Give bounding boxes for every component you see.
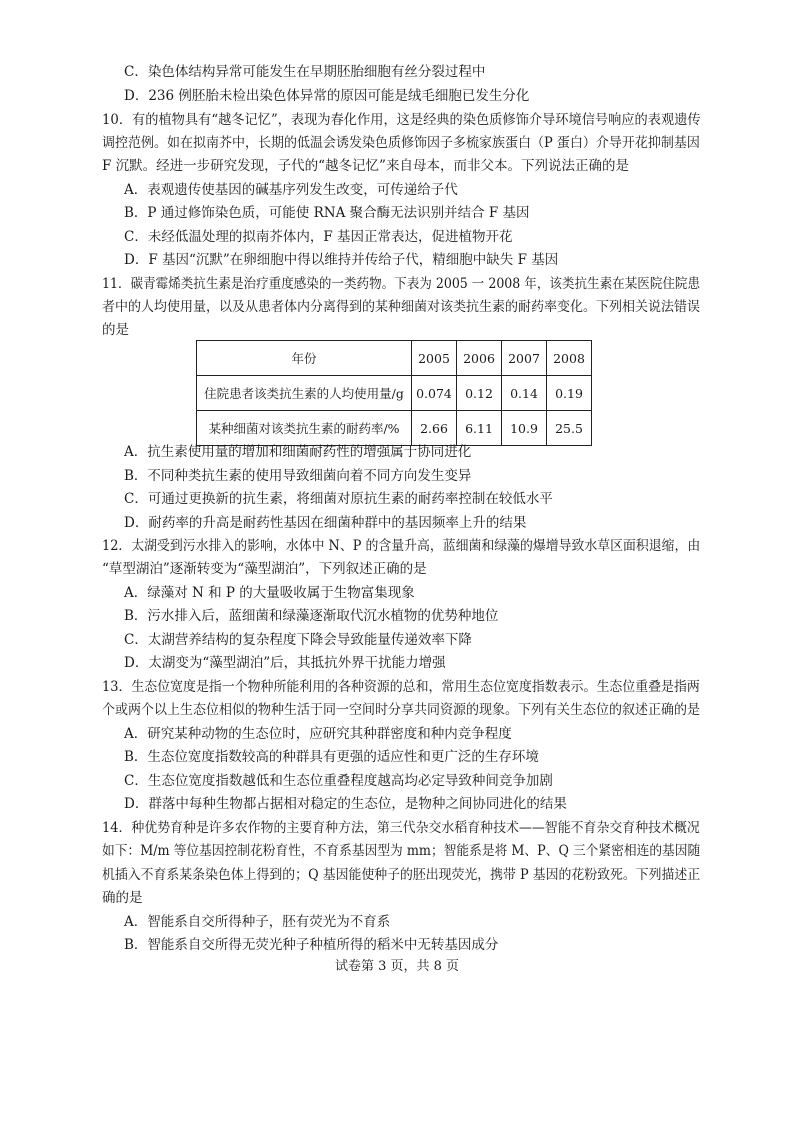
table-header-label: 年份: [197, 341, 412, 376]
q12-option-b: B．污水排入后，蓝细菌和绿藻逐渐取代沉水植物的优势种地位: [124, 608, 499, 624]
q14-option-b: B．智能系自交所得无荧光种子种植所得的稻米中无转基因成分: [124, 937, 499, 953]
table-row: [197, 376, 592, 411]
q13-option-c: C．生态位宽度指数越低和生态位重叠程度越高均必定导致种间竞争加剧: [124, 773, 553, 789]
q14-stem-line-3: 机插入不育系某条染色体上得到的；Q 基因能使种子的胚出现荧光，携带 P 基因的花粉致死。下列描述正: [102, 867, 701, 883]
antibiotic-data-table: [196, 340, 592, 446]
q13-stem-line-2: 个或两个以上生态位相似的物种生活于同一空间时分享共同资源的现象。下列有关生态位的叙述正确的是: [102, 702, 701, 718]
table-cell: 2.66: [412, 411, 457, 446]
table-cell: 0.12: [457, 376, 502, 411]
table-row-label: 住院患者该类抗生素的人均使用量/g: [197, 376, 412, 411]
q13-option-d: D．群落中每种生物都占据相对稳定的生态位，是物种之间协同进化的结果: [124, 796, 567, 812]
q11-option-d: D．耐药率的升高是耐药性基因在细菌种群中的基因频率上升的结果: [124, 515, 527, 531]
table-year-2008: 2008: [547, 341, 592, 376]
table-year-2007: 2007: [502, 341, 547, 376]
q12-stem-line-2: “草型湖泊”逐渐转变为“藻型湖泊”，下列叙述正确的是: [102, 561, 427, 577]
q13-option-b: B．生态位宽度指数较高的种群具有更强的适应性和更广泛的生存环境: [124, 749, 539, 765]
q11-stem-line-1: 11．碳青霉烯类抗生素是治疗重度感染的一类药物。下表为 2005 一 2008 年，该类抗生素在某医院住院患: [102, 276, 701, 292]
q12-option-a: A．绿藻对 N 和 P 的大量吸收属于生物富集现象: [124, 585, 415, 601]
table-row-label: 某种细菌对该类抗生素的耐药率/%: [197, 411, 412, 446]
q13-stem-line-1: 13．生态位宽度是指一个物种所能利用的各种资源的总和，常用生态位宽度指数表示。生态位重叠是指两: [102, 679, 700, 695]
q10-option-c: C．未经低温处理的拟南芥体内，F 基因正常表达，促进植物开花: [124, 229, 513, 245]
table-cell: 6.11: [457, 411, 502, 446]
q12-stem-line-1: 12．太湖受到污水排入的影响，水体中 N、P 的含量升高，蓝细菌和绿藻的爆增导致水草区面积退缩，由: [102, 538, 701, 554]
q12-option-c: C．太湖营养结构的复杂程度下降会导致能量传递效率下降: [124, 632, 472, 648]
q10-option-a: A．表观遗传使基因的碱基序列发生改变，可传递给子代: [124, 182, 458, 198]
table-row: [197, 411, 592, 446]
table-cell: 10.9: [502, 411, 547, 446]
q14-stem-line-4: 确的是: [102, 890, 143, 906]
page-footer: 试卷第 3 页，共 8 页: [334, 959, 460, 974]
table-cell: 0.074: [412, 376, 457, 411]
q14-stem-line-2: 如下：M/m 等位基因控制花粉育性，不育系基因型为 mm；智能系是将 M、P、Q 三个紧密相连的基因随: [102, 843, 701, 859]
q11-option-c: C．可通过更换新的抗生素，将细菌对原抗生素的耐药率控制在较低水平: [124, 491, 553, 507]
q9-option-c: C．染色体结构异常可能发生在早期胚胎细胞有丝分裂过程中: [124, 64, 486, 80]
q10-stem-line-1: 10．有的植物具有“越冬记忆”，表现为春化作用，这是经典的染色质修饰介导环境信号响应的表观遗传: [102, 112, 701, 128]
q10-option-d: D．F 基因“沉默”在卵细胞中得以维持并传给子代，精细胞中缺失 F 基因: [124, 252, 559, 268]
table-cell: 0.19: [547, 376, 592, 411]
q11-option-b: B．不同种类抗生素的使用导致细菌向着不同方向发生变异: [124, 468, 472, 484]
table-cell: 0.14: [502, 376, 547, 411]
q10-stem-line-3: F 沉默。经进一步研究发现，子代的“越冬记忆”来自母本，而非父本。下列说法正确的是: [102, 158, 629, 174]
q10-option-b: B．P 通过修饰染色质，可能使 RNA 聚合酶无法识别并结合 F 基因: [124, 205, 530, 221]
table-year-2006: 2006: [457, 341, 502, 376]
q11-stem-line-2: 者中的人均使用量，以及从患者体内分离得到的某种细菌对该类抗生素的耐药率变化。下列相关说法错误: [102, 299, 701, 315]
q11-option-a: A．抗生素使用量的增加和细菌耐药性的增强属于协同进化: [124, 444, 472, 460]
table-year-2005: 2005: [412, 341, 457, 376]
q11-stem-line-3: 的是: [102, 322, 129, 338]
q13-option-a: A．研究某种动物的生态位时，应研究其种群密度和种内竞争程度: [124, 726, 512, 742]
table-cell: 25.5: [547, 411, 592, 446]
q12-option-d: D．太湖变为“藻型湖泊”后，其抵抗外界干扰能力增强: [124, 655, 446, 671]
q9-option-d: D．236 例胚胎未检出染色体异常的原因可能是绒毛细胞已发生分化: [124, 88, 530, 104]
q14-stem-line-1: 14．种优势育种是许多农作物的主要育种方法，第三代杂交水稻育种技术——智能不育杂交育种技术概况: [102, 820, 700, 836]
table-header-row: [197, 341, 592, 376]
q10-stem-line-2: 调控范例。如在拟南芥中，长期的低温会诱发染色质修饰因子多梳家族蛋白（P 蛋白）介导开花抑制基因: [102, 135, 700, 151]
q14-option-a: A．智能系自交所得种子，胚有荧光为不育系: [124, 914, 391, 930]
